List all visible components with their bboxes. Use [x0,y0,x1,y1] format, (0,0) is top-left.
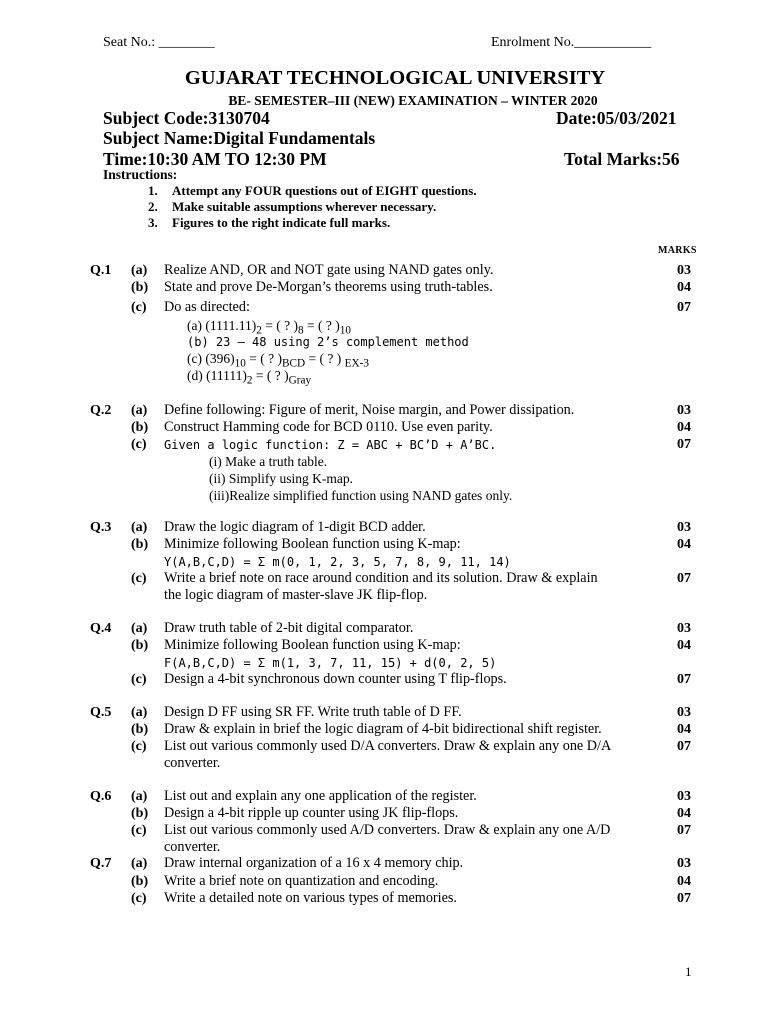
sub-question-text: = ( ? ) [252,368,289,383]
marks-value: 07 [677,300,691,315]
subscript: 8 [297,324,304,337]
marks-value: 07 [677,437,691,452]
exam-title: BE- SEMESTER–III (NEW) EXAMINATION – WINTER 2020 [228,93,598,108]
marks-value: 04 [677,537,691,552]
question-number: Q.5 [90,705,112,720]
part-label: (c) [131,300,147,315]
sub-question: (iii)Realize simplified function using NAND gates only. [209,488,513,503]
part-label: (b) [131,537,149,552]
marks-value: 07 [677,571,691,586]
marks-value: 04 [677,806,691,821]
question-text: List out various commonly used A/D converters. Draw & explain any one A/D [164,822,611,838]
instruction-text: Figures to the right indicate full marks. [172,215,391,230]
part-label: (a) [131,789,148,804]
university-title: GUJARAT TECHNOLOGICAL UNIVERSITY [184,67,606,89]
question-text: Write a brief note on quantization and encoding. [164,873,439,889]
question-text: converter. [164,755,221,771]
page-number: 1 [685,964,692,979]
sub-question-text: (c) (396) [187,351,235,366]
part-label: (a) [131,856,148,871]
subscript: 10 [234,357,246,370]
part-label: (a) [131,403,148,418]
question-text: Draw truth table of 2-bit digital comparator. [164,620,414,636]
sub-question: (i) Make a truth table. [209,454,328,469]
marks-value: 03 [677,403,691,418]
sub-question-text: = ( ? ) [303,318,340,333]
question-text: Minimize following Boolean function using K-map: [164,536,461,552]
question-number: Q.4 [90,621,112,636]
instruction-number: 1. [148,183,158,198]
question-text: Write a detailed note on various types of memories. [164,890,457,906]
part-label: (a) [131,705,148,720]
sub-question-text: (a) (1111.11) [187,318,257,333]
question-number: Q.1 [90,263,112,278]
marks-value: 04 [677,874,691,889]
part-label: (c) [131,823,147,838]
marks-value: 07 [677,739,691,754]
question-text: Given a logic function: Z = ABC + BC’D + A’BC. [164,438,497,452]
sub-question-text: (d) (11111) [187,368,247,383]
sub-question-text: = ( ? ) [261,318,298,333]
part-label: (a) [131,621,148,636]
marks-value: 03 [677,263,691,278]
part-label: (c) [131,739,147,754]
question-number: Q.3 [90,520,112,535]
boolean-function: F(A,B,C,D) = Σ m(1, 3, 7, 11, 15) + d(0, 2, 5) [164,656,497,670]
part-label: (b) [131,638,149,653]
marks-value: 04 [677,638,691,653]
marks-value: 03 [677,705,691,720]
question-text: State and prove De-Morgan’s theorems using truth-tables. [164,279,493,295]
instruction-item [148,215,390,231]
part-label: (b) [131,874,149,889]
sub-question: (ii) Simplify using K-map. [209,471,353,486]
marks-value: 04 [677,280,691,295]
subscript: 2 [246,374,253,387]
exam-time: Time:10:30 AM TO 12:30 PM [103,149,327,169]
question-text: Draw & explain in brief the logic diagram of 4-bit bidirectional shift register. [164,721,602,737]
subscript: 10 [339,324,351,337]
sub-question [187,351,369,370]
subject-name: Subject Name:Digital Fundamentals [103,128,376,148]
subscript: EX-3 [344,357,369,370]
subscript: 2 [256,324,262,337]
total-marks: Total Marks:56 [564,149,680,169]
instruction-item [148,183,477,199]
seat-number-field: Seat No.: ________ [103,35,215,50]
sub-question: (b) 23 – 48 using 2’s complement method [187,335,469,349]
marks-value: 07 [677,672,691,687]
part-label: (c) [131,672,147,687]
part-label: (c) [131,437,147,452]
question-text: Design a 4-bit ripple up counter using JK flip-flops. [164,805,459,821]
marks-value: 03 [677,520,691,535]
enrolment-number-field: Enrolment No.___________ [491,35,652,50]
marks-value: 04 [677,420,691,435]
question-text: Realize AND, OR and NOT gate using NAND gates only. [164,262,494,278]
subscript: Gray [288,374,312,387]
part-label: (b) [131,420,149,435]
marks-value: 07 [677,891,691,906]
subject-code: Subject Code:3130704 [103,108,270,128]
sub-question [187,318,351,337]
sub-question [187,368,311,387]
instruction-number: 3. [148,215,158,230]
question-text: the logic diagram of master-slave JK flip-flop. [164,587,428,603]
question-text: List out and explain any one application of the register. [164,788,477,804]
marks-value: 04 [677,722,691,737]
part-label: (a) [131,263,148,278]
question-text: Do as directed: [164,299,250,315]
part-label: (c) [131,891,147,906]
question-text: Design a 4-bit synchronous down counter using T flip-flops. [164,671,507,687]
instruction-text: Make suitable assumptions wherever necessary. [172,199,437,214]
part-label: (b) [131,722,149,737]
question-text: List out various commonly used D/A converters. Draw & explain any one D/A [164,738,612,754]
question-text: Construct Hamming code for BCD 0110. Use even parity. [164,419,493,435]
question-text: Draw internal organization of a 16 x 4 memory chip. [164,855,464,871]
instructions-heading: Instructions: [103,167,178,182]
question-text: Minimize following Boolean function using K-map: [164,637,461,653]
exam-date: Date:05/03/2021 [556,108,677,128]
marks-value: 03 [677,856,691,871]
question-text: Design D FF using SR FF. Write truth table of D FF. [164,704,462,720]
question-text: Write a brief note on race around condition and its solution. Draw & explain [164,570,598,586]
part-label: (a) [131,520,148,535]
marks-value: 03 [677,621,691,636]
part-label: (c) [131,571,147,586]
instruction-number: 2. [148,199,158,214]
question-number: Q.7 [90,856,112,871]
sub-question-text: = ( ? ) [305,351,345,366]
marks-column-heading: MARKS [658,245,697,256]
marks-value: 03 [677,789,691,804]
subscript: BCD [281,357,306,370]
boolean-function: Y(A,B,C,D) = Σ m(0, 1, 2, 3, 5, 7, 8, 9, 11, 14) [164,555,511,569]
question-number: Q.2 [90,403,112,418]
marks-value: 07 [677,823,691,838]
part-label: (b) [131,280,149,295]
question-text: Define following: Figure of merit, Noise margin, and Power dissipation. [164,402,575,418]
part-label: (b) [131,806,149,821]
question-text: Draw the logic diagram of 1-digit BCD adder. [164,519,426,535]
question-number: Q.6 [90,789,112,804]
sub-question-text: = ( ? ) [245,351,282,366]
instruction-text: Attempt any FOUR questions out of EIGHT questions. [172,183,477,198]
instruction-item [148,199,436,215]
question-text: converter. [164,839,221,855]
